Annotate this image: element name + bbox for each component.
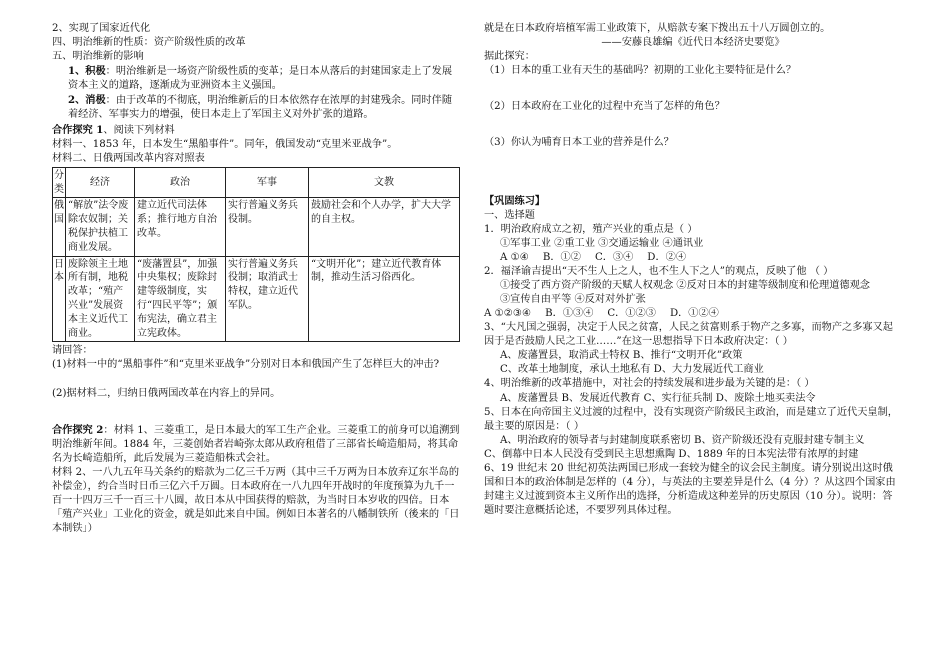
negative-text: ：由于改革的不彻底，明治维新后的日本依然存在浓厚的封建残余。同时伴随着经济、军事实力的增强，使日本走上了军国主义对外扩张的道路。 xyxy=(68,95,453,121)
mc-question-4-options: A、废藩置县 B、发展近代教育 C、实行征兵制 D、废除土地买卖法令 xyxy=(500,392,816,404)
option: B．①② xyxy=(542,251,581,263)
text-line: 据此探究： xyxy=(484,51,535,63)
mc-question-3: 3、“大凡国之强弱，决定于人民之贫富，人民之贫富则系于物产之多寡，而物产之多寡又起因于是否鼓励人民之工业……”在这一思想指导下日本政府决定：（ ） xyxy=(484,322,893,348)
positive-label: 1、积极 xyxy=(68,65,106,78)
explore-question-3: （3）你认为哺育日本工业的营养是什么？ xyxy=(484,137,674,149)
left-column xyxy=(52,22,460,536)
table-cell: 建立近代司法体系；推行地方自治改革。 xyxy=(135,198,226,256)
coop-1-heading xyxy=(52,123,460,138)
negative-label: 2、消极 xyxy=(68,94,106,107)
mc-question-4: 4、明治维新的改革措施中，对社会的持续发展和进步最为关键的是：（ ） xyxy=(484,378,815,390)
mc-question-5: 5、日本在向帝国主义过渡的过程中，没有实现资产阶级民主政治，而是建立了近代天皇制，最主要的原因是：（ ） xyxy=(484,406,898,432)
section-heading: 一、选择题 xyxy=(484,209,535,221)
essay-question-6: 6、19 世纪末 20 世纪初英法两国已形成一套较为健全的议会民主制度。请分别说出这时俄国和日本的政治体制是怎样的（4 分），与英法的主要差异是什么（4 分）？从这四个国家由封建主义过渡到资本主义所作出的选择，分析造成这种差异的历史原因（10 分）。说明：答题时要注意概括论述，不要罗列具体过程。 xyxy=(484,462,896,517)
mc-question-5-options: C、倒幕中日本人民没有受到民主思想熏陶 D、1889 年的日本宪法带有浓厚的封建 xyxy=(484,448,859,460)
coop-2 xyxy=(52,423,460,466)
mc-question-1-options xyxy=(484,251,902,265)
material-1: 材料一、1853 年，日本发生“黑船事件”。同年，俄国发动“克里米亚战争”。 xyxy=(52,138,398,150)
explore-question-2: （2）日本政府在工业化的过程中充当了怎样的角色？ xyxy=(484,101,725,113)
table-header-cell: 政治 xyxy=(135,167,226,198)
option: B．①③④ xyxy=(545,308,594,320)
table-header-cell: 经济 xyxy=(66,167,135,198)
option: D．②④ xyxy=(647,251,687,263)
option: D．①②④ xyxy=(669,308,719,320)
option: C．①②③ xyxy=(607,308,656,320)
option: A ①④ xyxy=(500,251,529,263)
coop-1-label: 合作探究 1 xyxy=(52,123,104,136)
text-line: 就是在日本政府培植军需工业政策下，从赔款专案下拨出五十八万圆创立的。 xyxy=(484,23,831,34)
mc-question-1: 1．明治政府成立之初，殖产兴业的重点是（ ） xyxy=(484,223,698,235)
table-row xyxy=(53,256,460,342)
table-cell: 日本 xyxy=(53,256,66,342)
mc-question-3-options: C、改革土地制度，承认土地私有 D、大力发展近代工商业 xyxy=(500,364,764,376)
table-header-cell: 军事 xyxy=(226,167,309,198)
mc-question-3-options: A、废藩置县，取消武士特权 B、推行“文明开化”政策 xyxy=(500,350,743,362)
table-cell: 实行普遍义务兵役制。 xyxy=(226,198,309,256)
mc-question-2-items: ③宣传自由平等 ④反对对外扩张 xyxy=(500,294,646,306)
mc-question-2: 2．福泽谕吉提出“天不生人上之人，也不生人下之人”的观点，反映了他 （ ） xyxy=(484,265,834,277)
table-cell: 实行普遍义务兵役制；取消武士特权，建立近代军队。 xyxy=(226,256,309,342)
mc-question-2-options xyxy=(484,307,902,321)
table-cell: 俄国 xyxy=(53,198,66,256)
question-1: (1)材料一中的“黑船事件”和“克里米亚战争”分别对日本和俄国产生了怎样巨大的冲击? xyxy=(52,359,440,371)
material-2-text: 材料 2、一八九五年马关条约的赔款为二亿三千万两（其中三千万两为日本放弃辽东半岛的补偿金），约合当时日币三亿六千万圆。日本政府在一八九四年开战时的年度预算为九千一百一十四万三千一百三十八圆，故日本从中国获得的赔款，为当时日本岁收的四倍。日本「殖产兴业」工业化的资金，就是如此来自中国。例如日本著名的八幡制铁所（後来的「日本制铁」） xyxy=(52,466,460,535)
table-cell: “废藩置县”，加强中央集权；废除封建等级制度，实行“四民平等”；颁布宪法，确立君主立宪政体。 xyxy=(135,256,226,342)
coop-2-text: ：材料 1、三菱重工，是日本最大的军工生产企业。三菱重工的前身可以追溯到明治维新年间。1884 年，三菱创始者岩崎弥太郎从政府租借了三部省长崎造船局，将其命名为长崎造船所，此后发展为三菱造船株式会社。 xyxy=(52,424,460,464)
negative-impact xyxy=(52,93,460,122)
option: C．③④ xyxy=(594,251,634,263)
table-cell: “解放”法令废除农奴制；关税保护扶植工商业发展。 xyxy=(66,198,135,256)
coop-2-label: 合作探究 2 xyxy=(52,423,104,436)
material-2-title: 材料二、日俄两国改革内容对照表 xyxy=(52,152,205,164)
explore-question-1: （1）日本的重工业有天生的基础吗？初期的工业化主要特征是什么？ xyxy=(484,65,797,77)
source-citation: ——安藤良雄编《近代日本经济史要览》 xyxy=(601,37,785,49)
positive-impact xyxy=(52,64,460,93)
table-header-cell: 分类 xyxy=(53,167,66,198)
mc-question-5-options: A、明治政府的领导者与封建制度联系密切 B、资产阶级还没有克服封建专制主义 xyxy=(500,434,865,446)
option: A ①②③④ xyxy=(484,308,532,320)
right-column xyxy=(484,22,902,518)
table-row xyxy=(53,198,460,256)
reform-comparison-table xyxy=(52,167,460,343)
table-header-cell: 文教 xyxy=(309,167,460,198)
table-cell: “文明开化”；建立近代教育体制，推动生活习俗西化。 xyxy=(309,256,460,342)
table-cell: 鼓励社会和个人办学，扩大大学的自主权。 xyxy=(309,198,460,256)
question-2: (2)据材料二，归纳日俄两国改革在内容上的异同。 xyxy=(52,387,281,399)
positive-text: ：明治维新是一场资产阶级性质的变革；是日本从落后的封建国家走上了发展资本主义的道路，逐渐成为亚洲资本主义强国。 xyxy=(68,66,453,92)
mc-question-2-items: ①接受了西方资产阶级的天赋人权观念 ②反对日本的封建等级制度和伦理道德观念 xyxy=(500,279,870,291)
practice-heading: 【巩固练习】 xyxy=(484,195,546,208)
table-header-row xyxy=(53,167,460,198)
question-intro: 请回答： xyxy=(52,345,93,357)
section-heading: 五、明治维新的影响 xyxy=(52,51,144,63)
coop-1-text: 、阅读下列材料 xyxy=(103,124,175,136)
mc-question-1-items: ①军事工业 ②重工业 ③交通运输业 ④通讯业 xyxy=(500,237,704,249)
text-line: 2、实现了国家近代化 xyxy=(52,23,151,34)
section-heading: 四、明治维新的性质：资产阶级性质的改革 xyxy=(52,37,246,49)
table-cell: 废除领主土地所有制，地税改革；“殖产兴业”发展资本主义近代工商业。 xyxy=(66,256,135,342)
